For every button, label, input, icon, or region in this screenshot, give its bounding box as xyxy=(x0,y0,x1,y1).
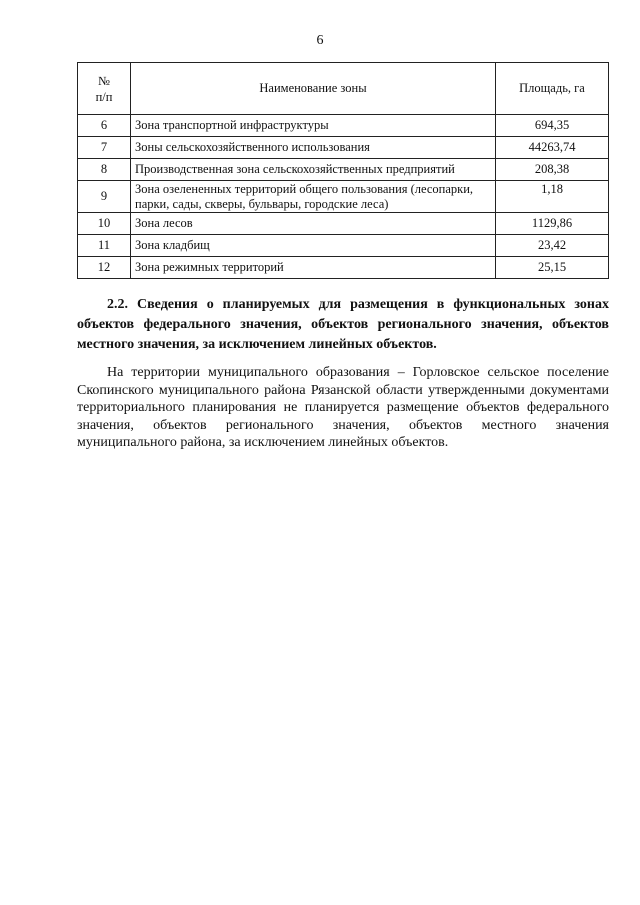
table-row xyxy=(78,213,609,235)
table-row xyxy=(78,181,609,213)
row-number: 7 xyxy=(78,137,131,159)
zones-table xyxy=(77,62,609,279)
row-number: 11 xyxy=(78,235,131,257)
row-number: 9 xyxy=(78,181,131,213)
row-zone-name: Производственная зона сельскохозяйственных предприятий xyxy=(131,159,496,181)
header-area: Площадь, га xyxy=(496,63,609,115)
table-row xyxy=(78,159,609,181)
header-number xyxy=(78,63,131,115)
row-zone-name: Зона лесов xyxy=(131,213,496,235)
header-number-abbrev: п/п xyxy=(95,89,113,104)
row-number: 8 xyxy=(78,159,131,181)
body-paragraph: На территории муниципального образования – Горловское сельское поселение Скопинского муниципального района Рязанской области утвержденными документами территориального планирования не планируется размещение объектов федерального значения, объектов регионального значения, объектов местного значения муниципального района, за исключением линейных объектов. xyxy=(77,365,609,451)
row-number: 12 xyxy=(78,257,131,279)
header-zone-name: Наименование зоны xyxy=(131,63,496,115)
row-zone-name: Зона озелененных территорий общего пользования (лесопарки, парки, сады, скверы, бульвары, городские леса) xyxy=(131,181,496,213)
row-number: 10 xyxy=(78,213,131,235)
table-row xyxy=(78,235,609,257)
row-area: 25,15 xyxy=(496,257,609,279)
row-zone-name: Зоны сельскохозяйственного использования xyxy=(131,137,496,159)
row-zone-name: Зона кладбищ xyxy=(131,235,496,257)
page-number: 6 xyxy=(316,33,324,48)
row-area: 1,18 xyxy=(496,181,609,213)
row-area: 44263,74 xyxy=(496,137,609,159)
row-area: 694,35 xyxy=(496,115,609,137)
row-area: 23,42 xyxy=(496,235,609,257)
row-zone-name: Зона транспортной инфраструктуры xyxy=(131,115,496,137)
table-row xyxy=(78,137,609,159)
table-row xyxy=(78,115,609,137)
section-heading: 2.2. Сведения о планируемых для размещения в функциональных зонах объектов федерального значения, объектов регионального значения, объектов местного значения, за исключением линейных объектов. xyxy=(77,297,609,352)
row-area: 208,38 xyxy=(496,159,609,181)
table-row xyxy=(78,257,609,279)
row-zone-name: Зона режимных территорий xyxy=(131,257,496,279)
table-header-row xyxy=(78,63,609,115)
header-number-symbol: № xyxy=(98,73,110,88)
row-number: 6 xyxy=(78,115,131,137)
row-area: 1129,86 xyxy=(496,213,609,235)
